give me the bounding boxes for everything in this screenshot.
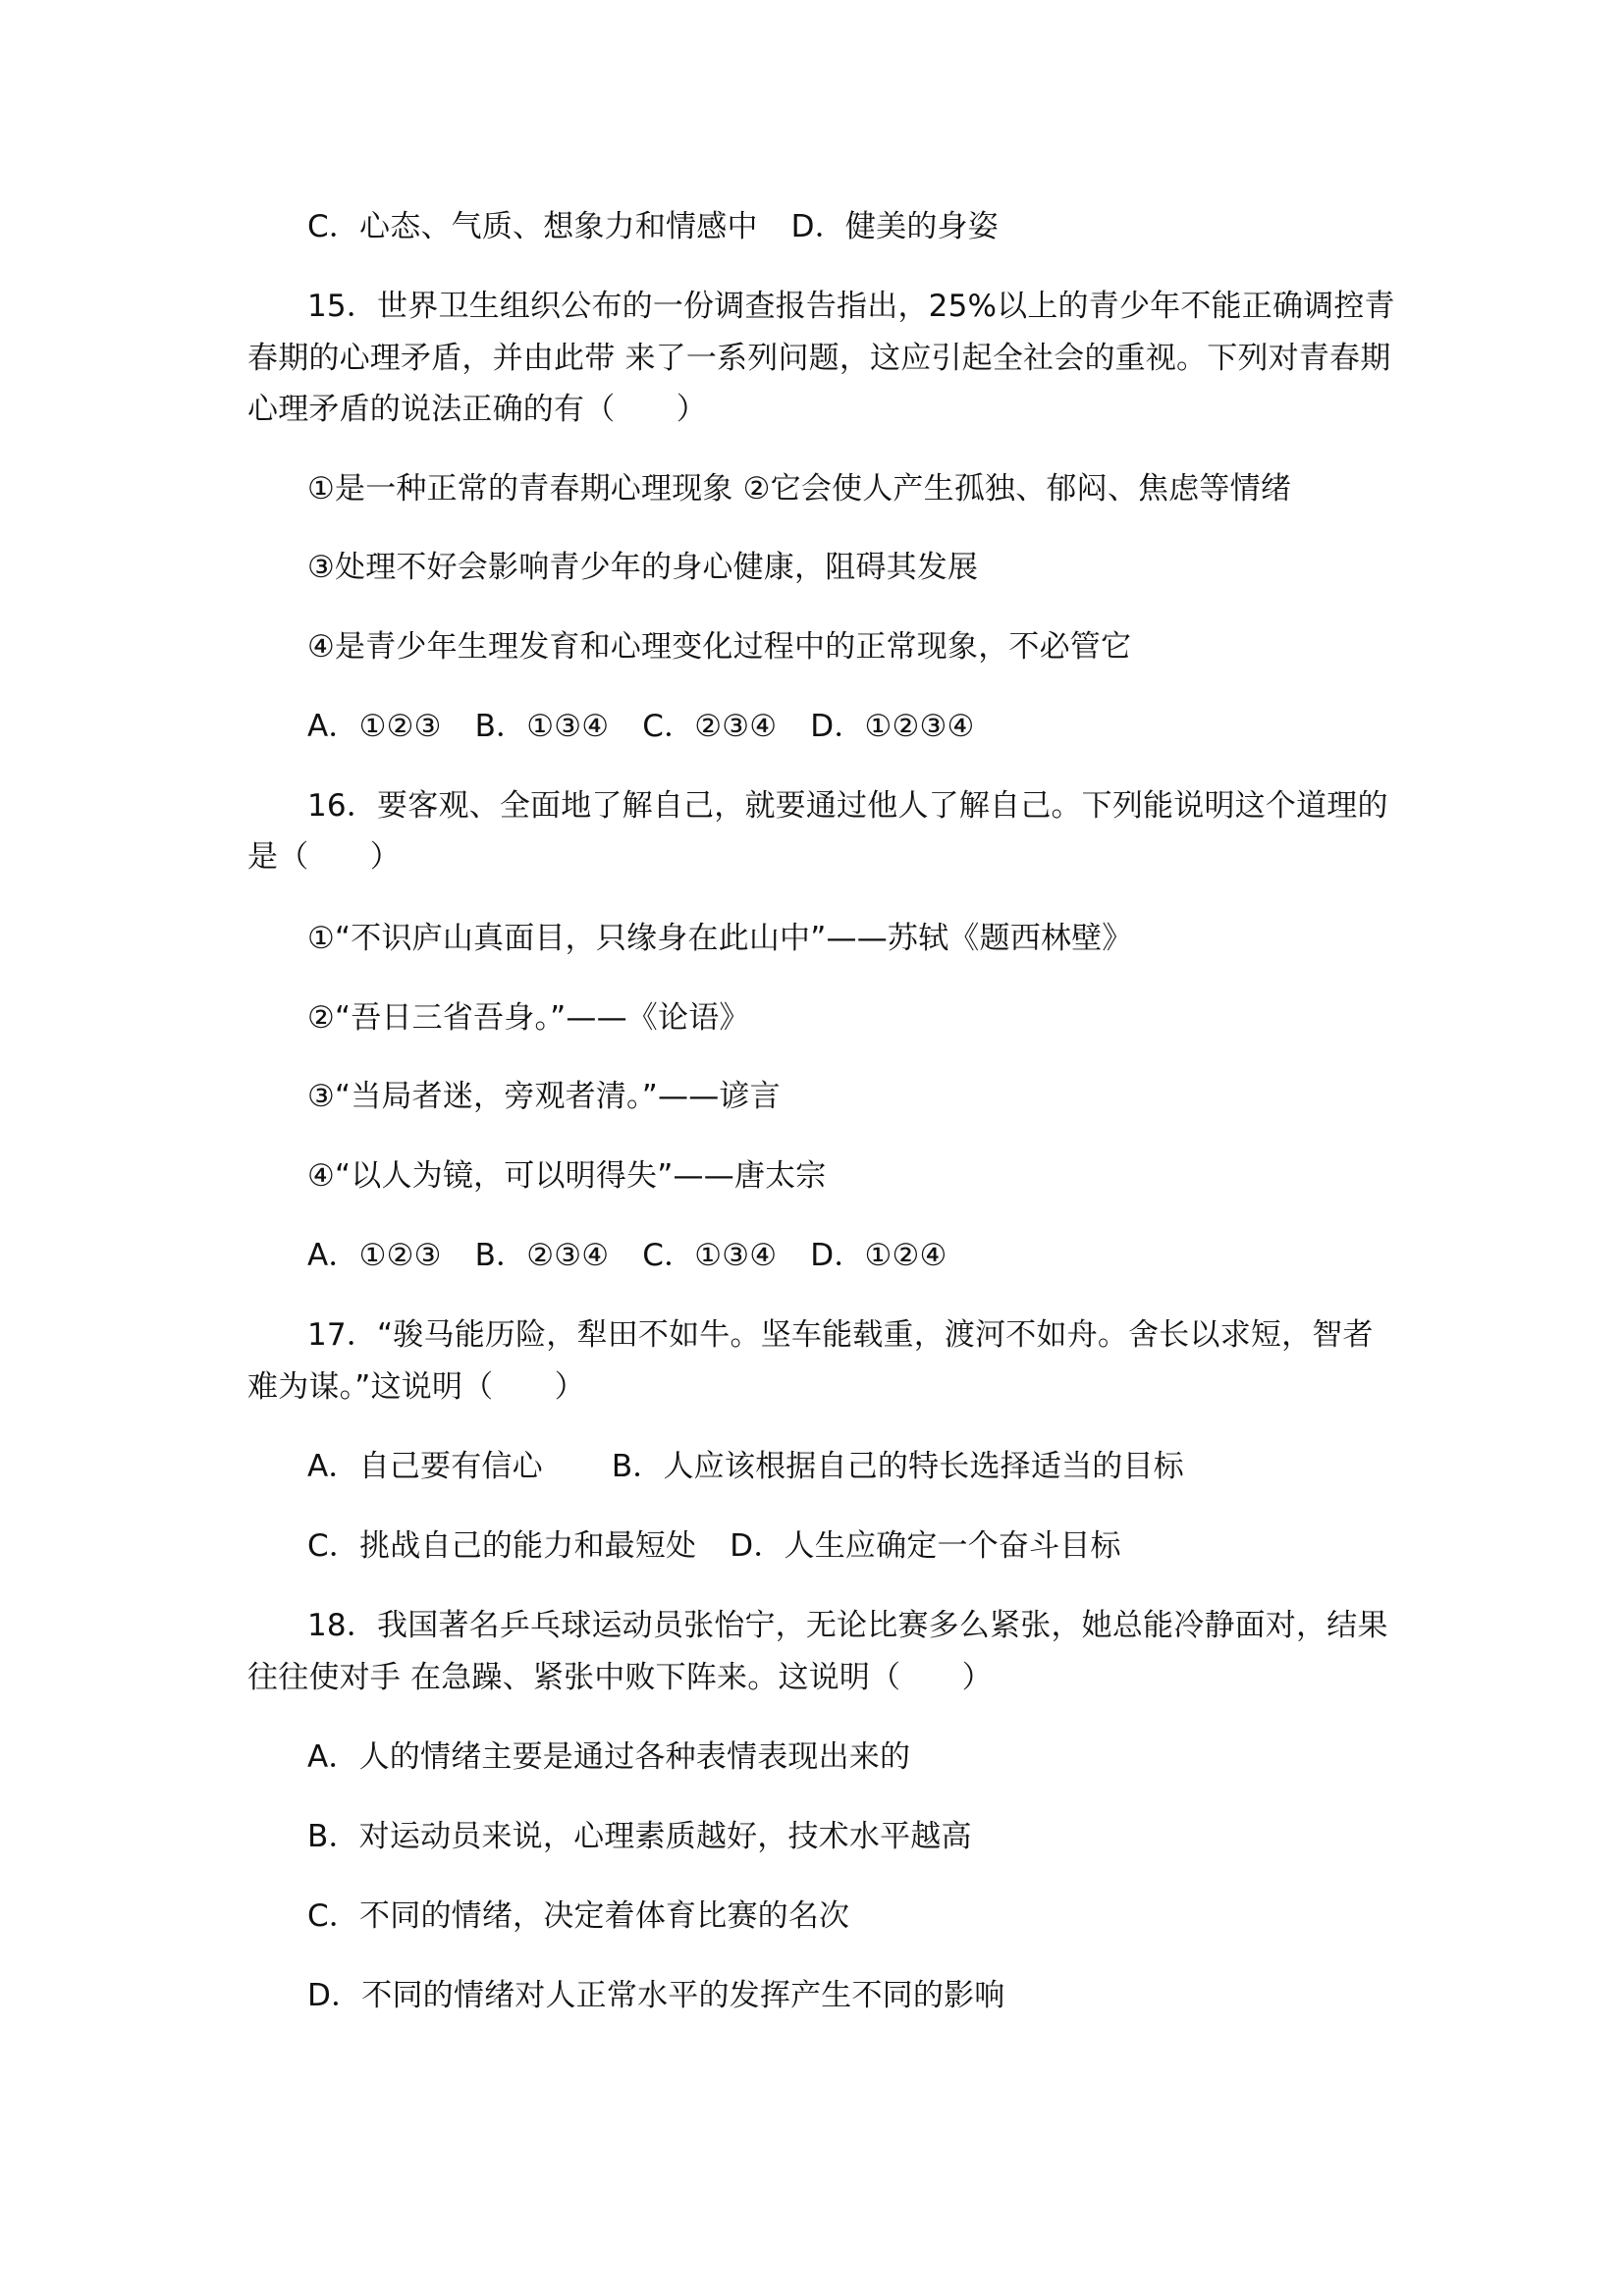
- q14-option-d: D．健美的身姿: [790, 209, 999, 244]
- q17-option-b: B．人应该根据自己的特长选择适当的目标: [611, 1449, 1184, 1484]
- q17-option-c: C．挑战自己的能力和最短处: [307, 1528, 697, 1564]
- q17-options-ab: [307, 1447, 1184, 1486]
- q16-stem-line2: 是（ ）: [247, 839, 401, 875]
- q17-option-d: D．人生应确定一个奋斗目标: [730, 1528, 1121, 1564]
- q15-item-3: ③处理不好会影响青少年的身心健康，阻碍其发展: [307, 550, 979, 585]
- q16-option-a: A．①②③: [307, 1238, 442, 1273]
- q15-option-b: B．①③④: [474, 709, 610, 744]
- q16-option-b: B．②③④: [474, 1238, 610, 1273]
- q18-option-c: C．不同的情绪，决定着体育比赛的名次: [307, 1898, 850, 1934]
- q15-option-a: A．①②③: [307, 709, 442, 744]
- q18-option-b: B．对运动员来说，心理素质越好，技术水平越高: [307, 1819, 972, 1854]
- q17-stem-line2: 难为谋。”这说明（ ）: [247, 1369, 585, 1405]
- q16-options: [307, 1236, 947, 1275]
- q16-option-c: C．①③④: [642, 1238, 778, 1273]
- q15-option-d: D．①②③④: [810, 709, 975, 744]
- q16-item-2: ②“吾日三省吾身。”——《论语》: [307, 1000, 750, 1036]
- q16-item-1: ①“不识庐山真面目，只缘身在此山中”——苏轼《题西林壁》: [307, 921, 1133, 956]
- q15-stem-line3: 心理矛盾的说法正确的有（ ）: [247, 392, 707, 427]
- q15-stem-line1: 15．世界卫生组织公布的一份调查报告指出，25%以上的青少年不能正确调控青: [307, 289, 1395, 324]
- q15-option-c: C．②③④: [642, 709, 778, 744]
- q16-option-d: D．①②④: [810, 1238, 947, 1273]
- q15-items-1-2: ①是一种正常的青春期心理现象 ②它会使人产生孤独、郁闷、焦虑等情绪: [307, 471, 1292, 507]
- q17-option-a: A．自己要有信心: [307, 1449, 543, 1484]
- q18-option-a: A．人的情绪主要是通过各种表情表现出来的: [307, 1739, 911, 1775]
- q14-option-c: C．心态、气质、想象力和情感中: [307, 209, 758, 244]
- q16-stem-line1: 16．要客观、全面地了解自己，就要通过他人了解自己。下列能说明这个道理的: [307, 788, 1388, 824]
- q18-stem-line1: 18．我国著名乒乓球运动员张怡宁，无论比赛多么紧张，她总能冷静面对，结果: [307, 1608, 1388, 1643]
- q18-option-d: D．不同的情绪对人正常水平的发挥产生不同的影响: [307, 1978, 1005, 2013]
- q17-options-cd: [307, 1526, 1121, 1566]
- q16-item-3: ③“当局者迷，旁观者清。”——谚言: [307, 1079, 781, 1114]
- q15-options: [307, 707, 975, 746]
- q16-item-4: ④“以人为镜，可以明得失”——唐太宗: [307, 1158, 827, 1194]
- q14-options-cd: [307, 207, 999, 246]
- q15-stem-line2: 春期的心理矛盾，并由此带 来了一系列问题，这应引起全社会的重视。下列对青春期: [247, 341, 1391, 376]
- q15-item-4: ④是青少年生理发育和心理变化过程中的正常现象，不必管它: [307, 629, 1132, 665]
- q18-stem-line2: 往往使对手 在急躁、紧张中败下阵来。这说明（ ）: [247, 1660, 993, 1695]
- q17-stem-line1: 17．“骏马能历险，犁田不如牛。坚车能载重，渡河不如舟。舍长以求短，智者: [307, 1317, 1374, 1353]
